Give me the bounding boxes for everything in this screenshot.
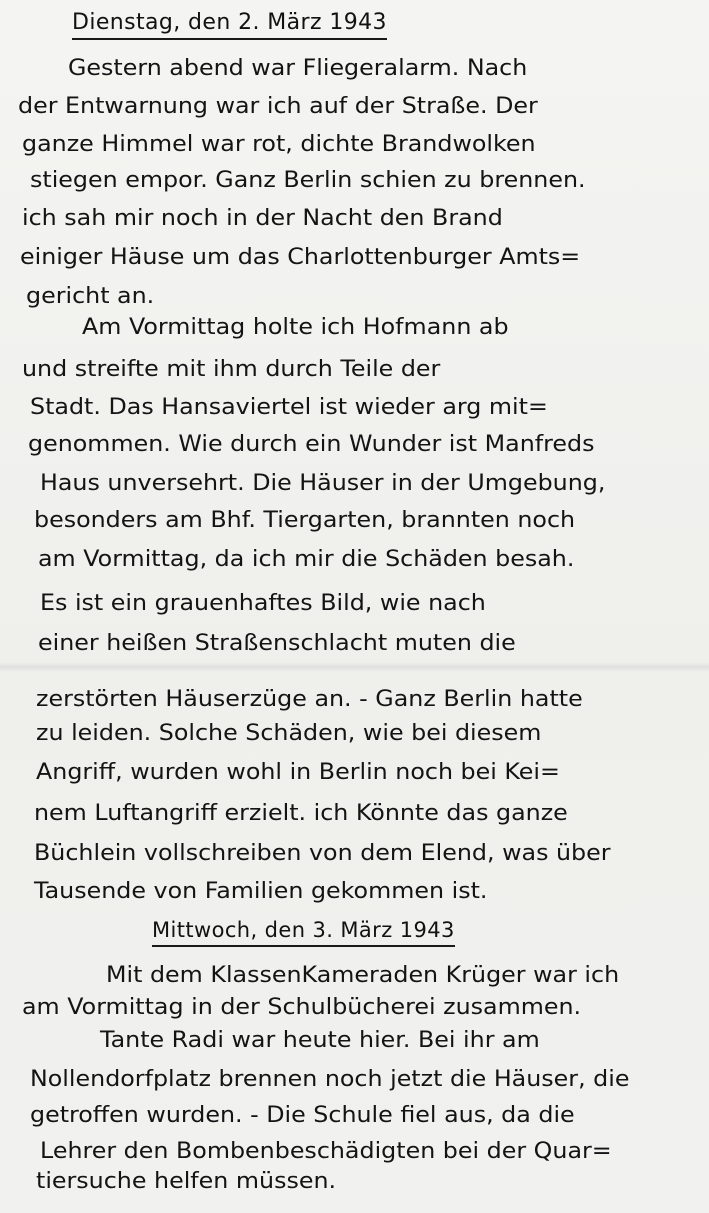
entry-heading-wednesday: Mittwoch, den 3. März 1943	[152, 917, 455, 947]
entry-heading-tuesday: Dienstag, den 2. März 1943	[72, 10, 387, 40]
text-line: Tausende von Familien gekommen ist.	[34, 879, 488, 904]
text-line: gericht an.	[26, 284, 155, 309]
text-line: Nollendorfplatz brennen noch jetzt die Häuser, die	[30, 1067, 630, 1092]
text-line: stiegen empor. Ganz Berlin schien zu brennen.	[30, 168, 586, 193]
text-line: Lehrer den Bombenbeschädigten bei der Quar=	[40, 1139, 612, 1164]
text-line: einiger Häuse um das Charlottenburger Amts=	[20, 245, 581, 270]
text-line: Es ist ein grauenhaftes Bild, wie nach	[40, 591, 486, 616]
text-line: Gestern abend war Fliegeralarm. Nach	[68, 56, 528, 81]
text-line: zu leiden. Solche Schäden, wie bei diesem	[36, 721, 542, 746]
text-line: genommen. Wie durch ein Wunder ist Manfreds	[28, 432, 595, 457]
text-line: Büchlein vollschreiben von dem Elend, was über	[34, 841, 611, 866]
text-line: Angriff, wurden wohl in Berlin noch bei Kei=	[36, 760, 560, 785]
text-line: Mit dem KlassenKameraden Krüger war ich	[106, 963, 620, 988]
text-line: ich sah mir noch in der Nacht den Brand	[22, 206, 503, 231]
text-line: ganze Himmel war rot, dichte Brandwolken	[22, 132, 536, 157]
text-line: und streifte mit ihm durch Teile der	[22, 357, 441, 382]
page-fold-shadow	[0, 662, 709, 672]
text-line: am Vormittag, da ich mir die Schäden besah.	[38, 547, 575, 572]
text-line: der Entwarnung war ich auf der Straße. Der	[18, 94, 538, 119]
text-line: am Vormittag in der Schulbücherei zusammen.	[22, 995, 582, 1020]
text-line: zerstörten Häuserzüge an. - Ganz Berlin hatte	[36, 687, 583, 712]
text-line: Am Vormittag holte ich Hofmann ab	[82, 315, 509, 340]
text-line: nem Luftangriff erzielt. ich Könnte das ganze	[34, 801, 568, 826]
text-line: Tante Radi war heute hier. Bei ihr am	[100, 1028, 540, 1053]
text-line: Stadt. Das Hansaviertel ist wieder arg mit=	[30, 395, 548, 420]
text-line: besonders am Bhf. Tiergarten, brannten noch	[34, 508, 576, 533]
text-line: Haus unversehrt. Die Häuser in der Umgebung,	[40, 471, 606, 496]
text-line: getroffen wurden. - Die Schule fiel aus, da die	[30, 1103, 575, 1128]
text-line: einer heißen Straßenschlacht muten die	[38, 631, 516, 656]
text-line: tiersuche helfen müssen.	[36, 1169, 337, 1194]
